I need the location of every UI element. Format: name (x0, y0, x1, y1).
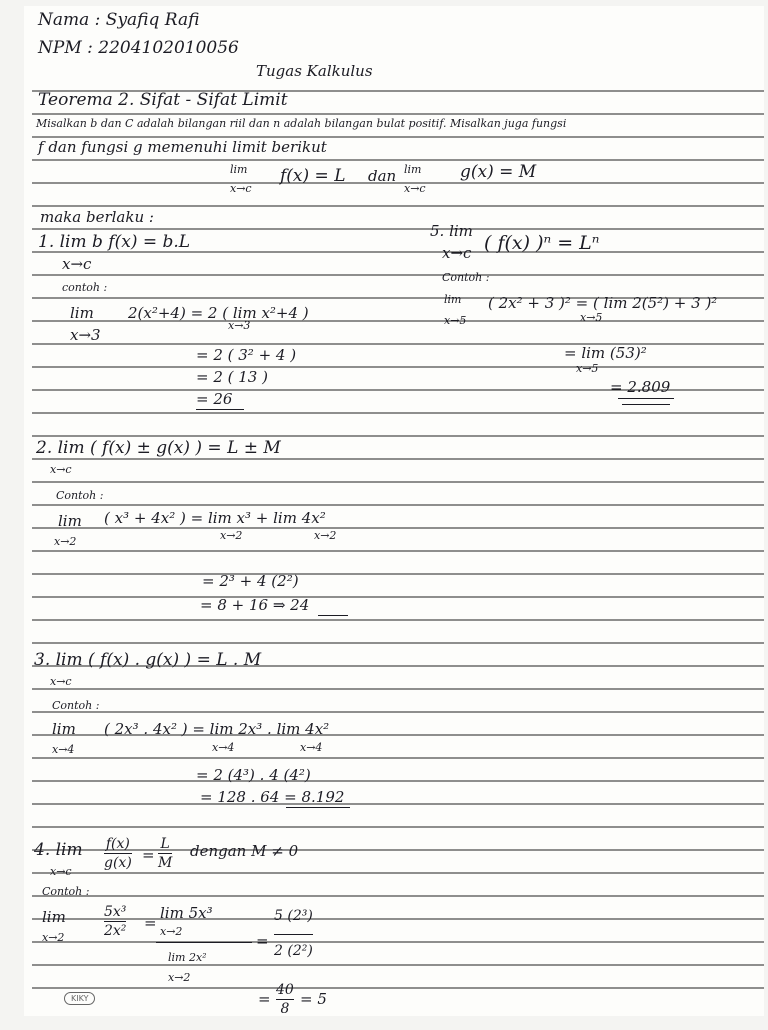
prop3-result-underline (286, 807, 350, 808)
student-name: Nama : Syafiq Rafi (38, 10, 200, 30)
prop4-result-numerator: 40 (276, 982, 294, 998)
prop4-rule-fraction-bar (104, 853, 132, 854)
prop4-rule-result-fraction-bar (158, 853, 172, 854)
prop2-step1: = 2³ + 4 (2²) (202, 572, 299, 590)
prop5-ex-lim: lim (444, 293, 462, 306)
prop3-ex-sub: x→4 (52, 743, 75, 756)
prop2-result-underline (318, 615, 348, 616)
prop2-rule: 2. lim ( f(x) ± g(x) ) = L ± M (36, 438, 281, 458)
theorem-title: Teorema 2. Sifat - Sifat Limit (38, 90, 288, 110)
prop2-result: = 8 + 16 ⇒ 24 (200, 596, 310, 614)
maka-berlaku: maka berlaku : (40, 208, 154, 226)
prop1-rule-sub: x→c (62, 255, 92, 273)
notebook-page (24, 6, 764, 1016)
prop4-contoh: Contoh : (42, 885, 90, 898)
prop4-ex-den-lim: lim 2x² (168, 951, 207, 964)
prop3-ex-expr: ( 2x³ . 4x² ) = lim 2x³ . lim 4x² (104, 720, 330, 738)
prop2-contoh: Contoh : (56, 489, 104, 502)
prop3-ex-sub-b: x→4 (300, 741, 323, 754)
notebook-brand-logo: KIKY (64, 992, 95, 1005)
premise-lim-2: lim (404, 163, 422, 176)
premise-g: g(x) = M (460, 162, 537, 182)
prop5-ex-expr: ( 2x² + 3 )² = ( lim 2(5²) + 3 )² (488, 294, 718, 312)
prop3-step1: = 2 (4³) . 4 (4²) (196, 766, 311, 784)
prop4-ex-den-sub: x→2 (168, 971, 191, 984)
prop4-result-fraction-bar (276, 999, 294, 1000)
prop5-step1: = lim (53)² (564, 344, 647, 362)
prop1-result: = 26 (196, 390, 233, 408)
prop4-result-equals: = (258, 990, 271, 1008)
prop5-ex-sub: x→5 (444, 314, 467, 327)
prop4-ex-fraction-bar (104, 921, 126, 922)
prop4-ex-main-fraction-bar (156, 942, 252, 943)
prop4-ex-equals-2: = (256, 932, 269, 950)
prop4-rule-result-numerator: L (160, 836, 170, 852)
prop3-contoh: Contoh : (52, 699, 100, 712)
prop1-ex-lim: lim (70, 304, 94, 322)
prop4-result-value: = 5 (300, 990, 327, 1008)
prop1-step1: = 2 ( 3² + 4 ) (196, 346, 297, 364)
assignment-title: Tugas Kalkulus (256, 62, 373, 80)
prop1-result-underline (196, 409, 244, 410)
prop4-rule-numerator: f(x) (105, 836, 130, 852)
prop1-rule: 1. lim b f(x) = b.L (38, 232, 191, 252)
prop4-ex-fraction (104, 904, 126, 939)
prop5-contoh: Contoh : (442, 271, 490, 284)
prop4-ex-result-numerator: 5 (2³) (274, 908, 313, 924)
prop2-ex-expr: ( x³ + 4x² ) = lim x³ + lim 4x² (104, 509, 326, 527)
prop5-rule-expr: ( f(x) )ⁿ = Lⁿ (484, 232, 600, 254)
prop2-ex-sub-a: x→2 (220, 529, 243, 542)
theorem-intro-line1: Misalkan b dan C adalah bilangan riil dan n adalah bilangan bulat positif. Misalkan juga fungsi (36, 117, 567, 130)
prop4-ex-result-fraction (274, 908, 313, 959)
prop5-result-underline-2 (622, 404, 670, 405)
prop2-ex-lim: lim (58, 512, 82, 530)
prop4-ex-sub: x→2 (42, 931, 65, 944)
prop1-ex-inner-sub: x→3 (228, 319, 251, 332)
prop3-ex-lim: lim (52, 720, 76, 738)
student-npm: NPM : 2204102010056 (38, 38, 239, 58)
prop4-rule-equals: = (142, 846, 155, 864)
prop2-rule-sub: x→c (50, 463, 72, 476)
prop4-rule-denominator: g(x) (104, 855, 132, 871)
prop3-result: = 128 . 64 = 8.192 (200, 788, 345, 806)
prop4-ex-num-sub: x→2 (160, 925, 183, 938)
prop1-ex-sub: x→3 (70, 326, 101, 344)
prop4-result-denominator: 8 (280, 1001, 290, 1016)
premise-f: f(x) = L (280, 166, 346, 186)
prop3-ex-sub-a: x→4 (212, 741, 235, 754)
premise-lim-1: lim (230, 163, 248, 176)
prop3-rule-sub: x→c (50, 675, 72, 688)
premise-sub-1: x→c (230, 182, 252, 195)
prop4-rule-condition: dengan M ≠ 0 (190, 842, 299, 860)
prop4-rule-sub: x→c (50, 865, 72, 878)
prop4-ex-denominator: 2x² (104, 923, 127, 939)
prop4-ex-result-fraction-bar (274, 934, 313, 935)
premise-sub-2: x→c (404, 182, 426, 195)
theorem-intro-line2: f dan fungsi g memenuhi limit berikut (38, 138, 327, 156)
prop4-ex-numerator: 5x³ (104, 904, 127, 920)
prop4-ex-lim: lim (42, 908, 66, 926)
prop5-step1-sub: x→5 (576, 362, 599, 375)
prop4-ex-result-denominator: 2 (2²) (274, 943, 313, 959)
prop2-ex-sub-b: x→2 (314, 529, 337, 542)
prop5-rule-sub: x→c (442, 244, 472, 262)
prop4-ex-equals-1: = (144, 914, 157, 932)
prop3-rule: 3. lim ( f(x) . g(x) ) = L . M (34, 650, 262, 670)
prop4-rule-lim: 4. lim (34, 840, 83, 860)
prop1-contoh: contoh : (62, 281, 108, 294)
prop5-result-underline-1 (618, 398, 674, 399)
prop1-ex-expr: 2(x²+4) = 2 ( lim x²+4 ) (128, 304, 309, 322)
prop1-step2: = 2 ( 13 ) (196, 368, 268, 386)
prop4-ex-num-lim: lim 5x³ (160, 904, 213, 922)
prop2-ex-sub: x→2 (54, 535, 77, 548)
prop4-result-fraction (276, 982, 294, 1016)
prop5-result: = 2.809 (610, 378, 671, 396)
prop4-rule-fraction (104, 836, 132, 871)
prop5-rule-lim: 5. lim (430, 222, 473, 240)
prop4-rule-result-fraction (158, 836, 172, 871)
prop5-ex-inner-sub: x→5 (580, 311, 603, 324)
prop4-rule-result-denominator: M (158, 855, 173, 871)
premise-dan: dan (368, 167, 397, 185)
